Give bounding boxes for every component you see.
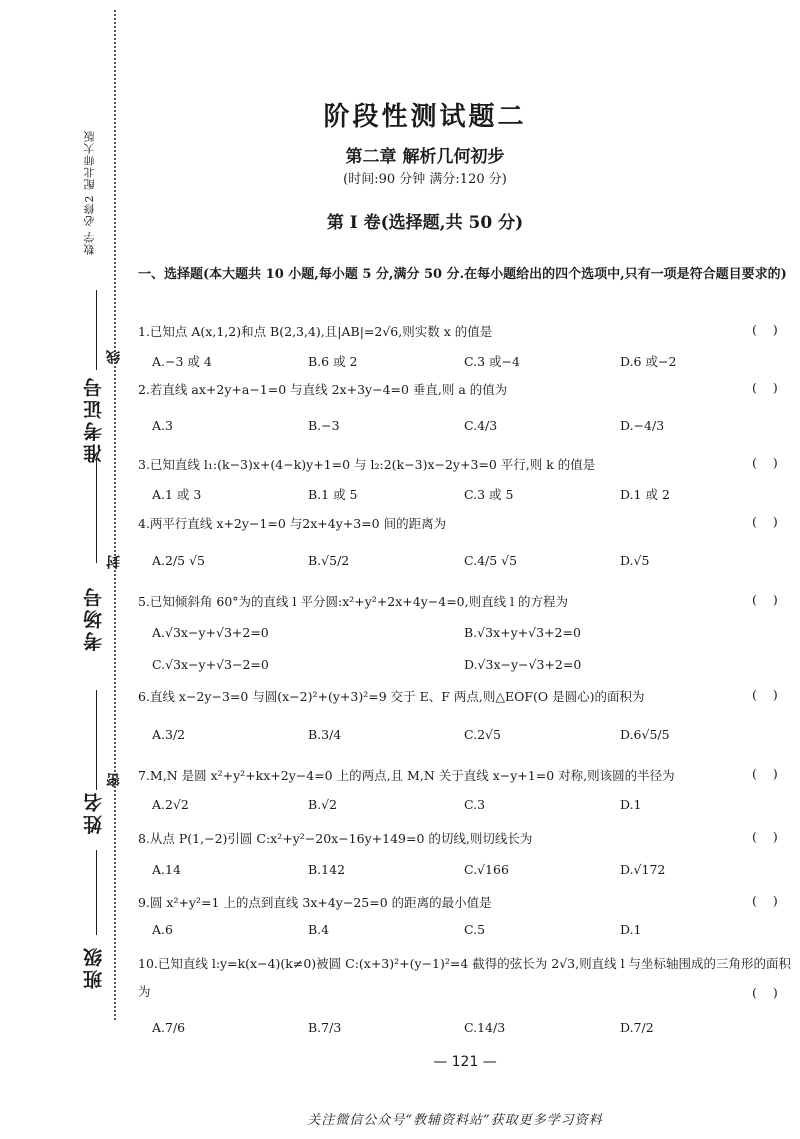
fill-line-name [96,690,97,790]
option: A.1 或 3 [152,487,202,502]
answer-blank: ( ) [752,985,784,1000]
chapter-heading: 第二章 解析几何初步 [345,147,505,167]
answer-blank: ( ) [752,893,784,908]
question-stem: 4.两平行直线 x+2y−1=0 与2x+4y+3=0 间的距离为 [138,516,447,531]
option: B.1 或 5 [308,487,358,502]
option: D.√172 [620,862,666,877]
option: C.√166 [464,862,509,877]
option: C.√3x−y+√3−2=0 [152,657,269,672]
answer-blank: ( ) [752,592,784,607]
question-stem: 8.从点 P(1,−2)引圆 C:x²+y²−20x−16y+149=0 的切线,则切线长为 [138,831,533,846]
fill-line-class [96,850,97,935]
seal-mark-seal: 封 [106,555,122,569]
option: A.3/2 [152,727,186,742]
page-number: — 121 — [433,1054,497,1070]
answer-blank: ( ) [752,687,784,702]
option: D.6 或−2 [620,354,677,369]
option: B.142 [308,862,346,877]
answer-blank: ( ) [752,455,784,470]
answer-blank: ( ) [752,829,784,844]
question-stem: 5.已知倾斜角 60°为的直线 l 平分圆:x²+y²+2x+4y−4=0,则直线 l 的方程为 [138,594,569,609]
option: D.7/2 [620,1020,654,1035]
question-stem: 6.直线 x−2y−3=0 与圆(x−2)²+(y+3)²=9 交于 E、F 两点,则△EOF(O 是圆心)的面积为 [138,689,645,704]
option: C.4/5 √5 [464,553,518,568]
label-name: 姓名 [83,790,105,834]
option: B.6 或 2 [308,354,358,369]
option: D.6√5/5 [620,727,670,742]
footer-note: 关注微信公众号“教辅资料站”获取更多学习资料 [307,1113,603,1128]
option: D.√3x−y−√3+2=0 [464,657,582,672]
option: A.√3x−y+√3+2=0 [152,625,269,640]
answer-blank: ( ) [752,766,784,781]
question-stem: 3.已知直线 l₁:(k−3)x+(4−k)y+1=0 与 l₂:2(k−3)x−2y+3=0 平行,则 k 的值是 [138,457,596,472]
question-stem: 2.若直线 ax+2y+a−1=0 与直线 2x+3y−4=0 垂直,则 a 的值为 [138,382,508,397]
option: A.2√2 [152,797,189,812]
option: B.√2 [308,797,338,812]
option: C.5 [464,922,486,937]
option: B.7/3 [308,1020,342,1035]
book-info: 数学 必修2 配北师大版 [83,130,96,255]
time-and-score: (时间:90 分钟 满分:120 分) [343,172,507,187]
answer-blank: ( ) [752,380,784,395]
option: B.√3x+y+√3+2=0 [464,625,581,640]
option: D.√5 [620,553,650,568]
label-exam-number: 准考证号 [83,375,105,463]
answer-blank: ( ) [752,514,784,529]
fill-line-exam-number [96,290,97,370]
option: B.√5/2 [308,553,350,568]
seal-mark-line: 线 [106,350,122,364]
option: A.3 [152,418,173,433]
instructions: 一、选择题(本大题共 10 小题,每小题 5 分,满分 50 分.在每小题给出的四个选项中,只有一项是符合题目要求的) [138,267,787,282]
option: D.1 或 2 [620,487,670,502]
option: D.1 [620,922,642,937]
question-stem: 7.M,N 是圆 x²+y²+kx+2y−4=0 上的两点,且 M,N 关于直线 x−y+1=0 对称,则该圆的半径为 [138,768,675,783]
option: C.14/3 [464,1020,506,1035]
binding-dotted-line [114,10,116,1020]
section-heading: 第 I 卷(选择题,共 50 分) [326,213,524,233]
option: B.−3 [308,418,340,433]
option: B.4 [308,922,330,937]
label-room: 考场号 [83,585,105,651]
answer-blank: ( ) [752,322,784,337]
question-stem: 10.已知直线 l:y=k(x−4)(k≠0)被圆 C:(x+3)²+(y−1)²=4 截得的弦长为 2√3,则直线 l 与坐标轴围成的三角形的面积为 [138,956,792,999]
question-stem: 9.圆 x²+y²=1 上的点到直线 3x+4y−25=0 的距离的最小值是 [138,895,492,910]
option: A.−3 或 4 [152,354,212,369]
option: A.14 [152,862,181,877]
option: C.2√5 [464,727,501,742]
option: C.3 [464,797,486,812]
option: C.4/3 [464,418,498,433]
option: C.3 或−4 [464,354,520,369]
question-stem: 1.已知点 A(x,1,2)和点 B(2,3,4),且|AB|=2√6,则实数 x 的值是 [138,324,493,339]
exam-title: 阶段性测试题二 [323,102,527,132]
label-class: 班级 [83,945,105,989]
option: C.3 或 5 [464,487,514,502]
option: A.7/6 [152,1020,186,1035]
seal-mark-secret: 密 [106,773,122,787]
option: A.6 [152,922,173,937]
option: B.3/4 [308,727,342,742]
option: A.2/5 √5 [152,553,206,568]
fill-line-room [96,458,97,563]
option: D.1 [620,797,642,812]
option: D.−4/3 [620,418,665,433]
